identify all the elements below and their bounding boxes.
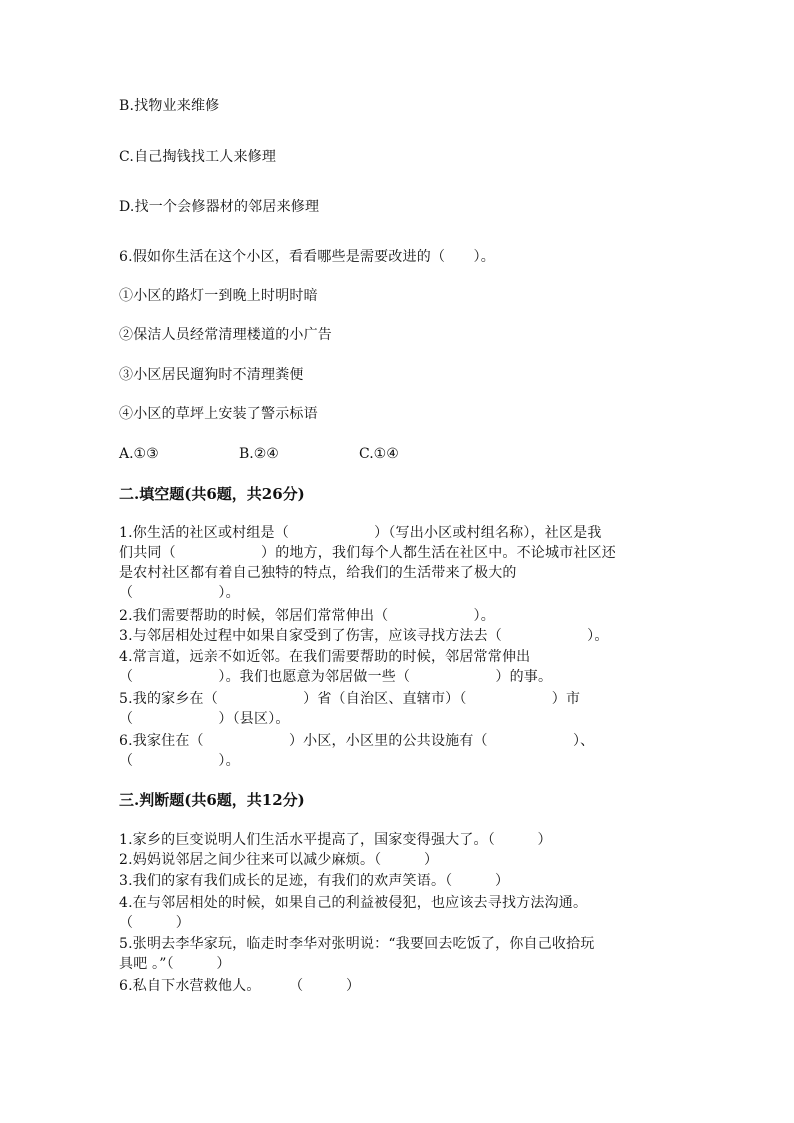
q6-stem: 6.假如你生活在这个小区，看看哪些是需要改进的（ ）。 <box>119 249 495 265</box>
s3-line-4: 4.在与邻居相处的时候，如果自己的利益被侵犯，也应该去寻找方法沟通。 <box>119 895 588 911</box>
q5-option-b: B.找物业来维修 <box>119 98 220 114</box>
s2-line-5: 2.我们需要帮助的时候，邻居们常常伸出（ ）。 <box>119 608 495 624</box>
s3-line-2: 2.妈妈说邻居之间少往来可以减少麻烦。（ ） <box>119 852 439 868</box>
q6-choice-b: B.②④ <box>239 446 279 462</box>
s2-line-7: 4.常言道，远亲不如近邻。在我们需要帮助的时候，邻居常常伸出 <box>119 649 531 665</box>
q6-item-3: ③小区居民遛狗时不清理粪便 <box>119 367 304 383</box>
s2-line-3: 是农村社区都有着自己独特的特点，给我们的生活带来了极大的 <box>119 565 517 581</box>
s3-line-3: 3.我们的家有我们成长的足迹，有我们的欢声笑语。（ ） <box>119 873 510 889</box>
s3-line-7: 具吧 。”（ ） <box>119 956 231 972</box>
s2-line-10: （ ）（县区）。 <box>119 711 290 727</box>
q5-option-d: D.找一个会修器材的邻居来修理 <box>119 199 320 215</box>
q6-item-4: ④小区的草坪上安装了警示标语 <box>119 406 318 422</box>
s2-line-11: 6.我家住在（ ）小区，小区里的公共设施有（ ）、 <box>119 733 595 749</box>
section2-title: 二.填空题(共6题，共26分) <box>119 485 305 503</box>
section3-title: 三.判断题(共6题，共12分) <box>119 791 305 809</box>
q6-item-2: ②保洁人员经常清理楼道的小广告 <box>119 327 332 343</box>
s2-line-4: （ ）。 <box>119 585 240 601</box>
s3-line-8: 6.私自下水营救他人。 （ ） <box>119 978 361 994</box>
q6-item-1: ①小区的路灯一到晚上时明时暗 <box>119 288 318 304</box>
q6-choice-c: C.①④ <box>359 446 399 462</box>
s3-line-6: 5.张明去李华家玩，临走时李华对张明说：“我要回去吃饭了，你自己收拾玩 <box>119 936 595 952</box>
s2-line-2: 们共同（ ）的地方，我们每个人都生活在社区中。不论城市社区还 <box>119 545 616 561</box>
s3-line-1: 1.家乡的巨变说明人们生活水平提高了，国家变得强大了。（ ） <box>119 832 552 848</box>
s2-line-6: 3.与邻居相处过程中如果自家受到了伤害，应该寻找方法去（ ）。 <box>119 628 609 644</box>
s2-line-1: 1.你生活的社区或村组是（ ）（写出小区或村组名称），社区是我 <box>119 525 602 541</box>
s2-line-12: （ ）。 <box>119 753 240 769</box>
s2-line-8: （ ）。我们也愿意为邻居做一些（ ）的事。 <box>119 669 553 685</box>
q5-option-c: C.自己掏钱找工人来修理 <box>119 149 277 165</box>
s2-line-9: 5.我的家乡在（ ）省（自治区、直辖市）（ ）市 <box>119 691 581 707</box>
s3-line-5: （ ） <box>119 915 190 931</box>
q6-choice-a: A.①③ <box>119 446 159 462</box>
